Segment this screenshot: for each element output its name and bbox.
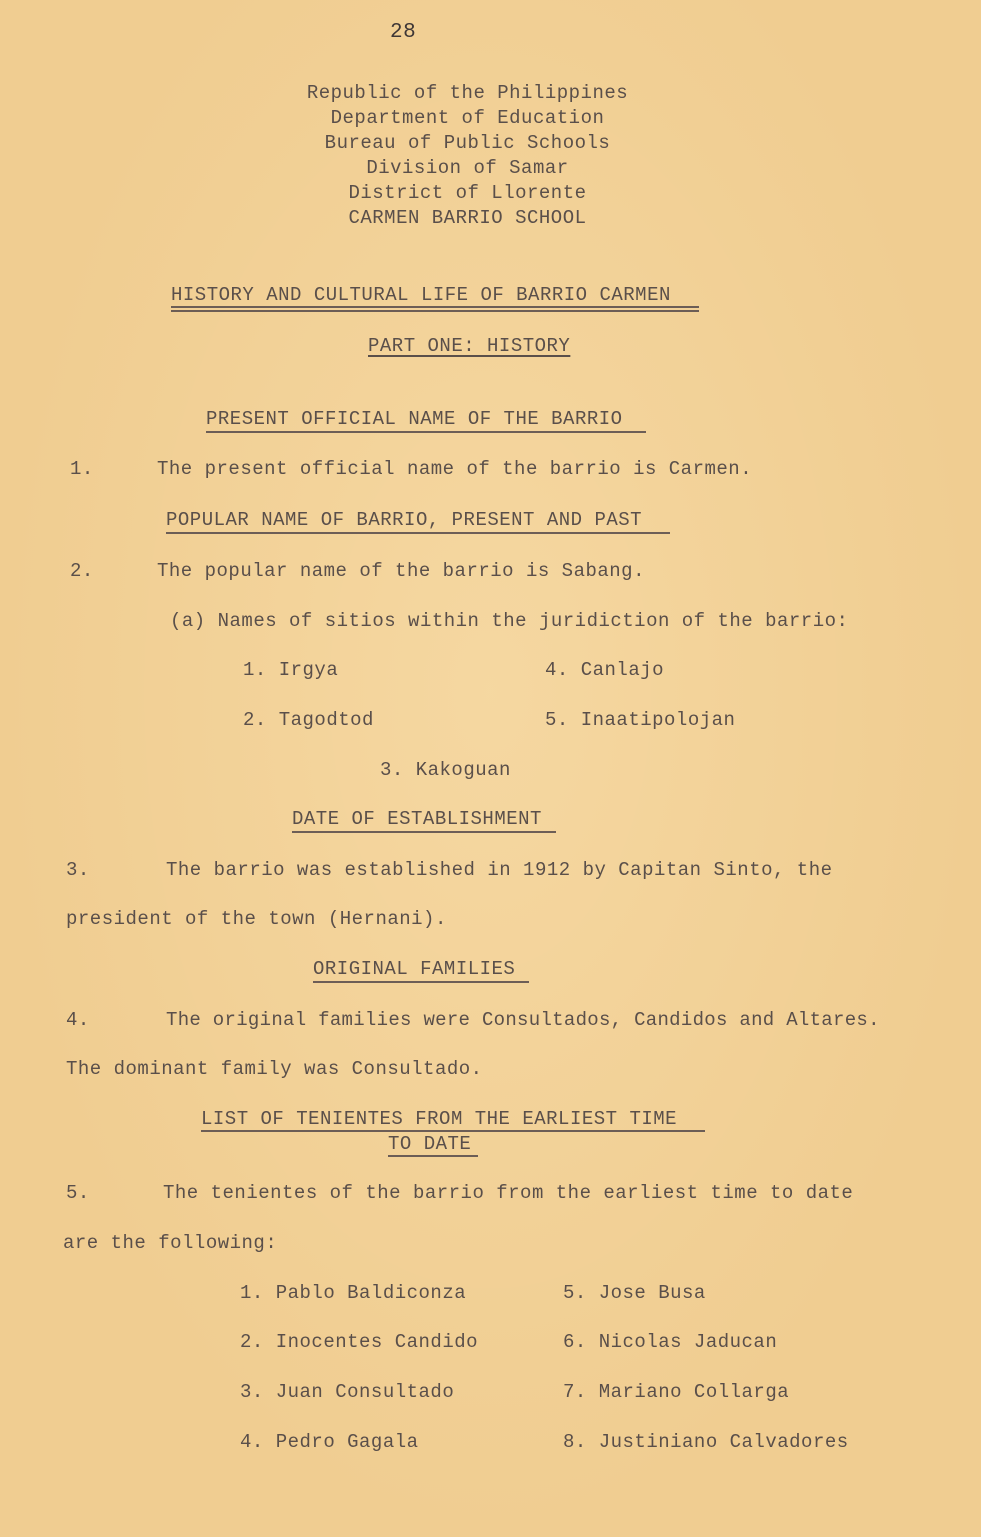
sitio-item: 2. Tagodtod xyxy=(243,709,374,731)
sitio-item: 1. Irgya xyxy=(243,659,339,681)
header-school: CARMEN BARRIO SCHOOL xyxy=(348,207,587,229)
teniente-item: 5. Jose Busa xyxy=(563,1282,706,1304)
header-bureau: Bureau of Public Schools xyxy=(324,132,611,154)
heading-tenientes: LIST OF TENIENTES FROM THE EARLIEST TIME xyxy=(201,1108,678,1130)
sitio-item: 4. Canlajo xyxy=(545,659,665,681)
teniente-item: 3. Juan Consultado xyxy=(240,1381,455,1403)
popular-name-text: The popular name of the barrio is Sabang. xyxy=(157,560,645,582)
header-district: District of Llorente xyxy=(348,182,587,204)
sitios-intro: (a) Names of sitios within the juridiction of the barrio: xyxy=(170,610,849,632)
teniente-item: 4. Pedro Gagala xyxy=(240,1431,419,1453)
teniente-item: 7. Mariano Collarga xyxy=(563,1381,790,1403)
heading-tenientes-underline xyxy=(201,1130,705,1132)
establishment-text-2: president of the town (Hernani). xyxy=(66,908,447,930)
page-number: 28 xyxy=(390,21,417,44)
tenientes-text-1: The tenientes of the barrio from the earliest time to date xyxy=(163,1182,854,1204)
header-division: Division of Samar xyxy=(366,157,569,179)
teniente-item: 6. Nicolas Jaducan xyxy=(563,1331,778,1353)
item-number-3: 3. xyxy=(66,859,90,881)
part-heading: PART ONE: HISTORY xyxy=(368,335,571,357)
item-number-4: 4. xyxy=(66,1009,90,1031)
heading-tenientes-line2-underline xyxy=(388,1155,478,1157)
sitio-item: 3. Kakoguan xyxy=(380,759,511,781)
header-department: Department of Education xyxy=(330,107,605,129)
heading-official-name: PRESENT OFFICIAL NAME OF THE BARRIO xyxy=(206,408,623,430)
teniente-item: 2. Inocentes Candido xyxy=(240,1331,479,1353)
families-text-1: The original families were Consultados, Candidos and Altares. xyxy=(166,1009,880,1031)
tenientes-text-2: are the following: xyxy=(63,1232,278,1254)
heading-original-families-underline xyxy=(313,981,529,983)
heading-establishment-underline xyxy=(292,831,556,833)
teniente-item: 1. Pablo Baldiconza xyxy=(240,1282,467,1304)
sitio-item: 5. Inaatipolojan xyxy=(545,709,736,731)
item-number-1: 1. xyxy=(70,458,94,480)
teniente-item: 8. Justiniano Calvadores xyxy=(563,1431,849,1453)
title-underline xyxy=(171,306,699,308)
heading-popular-name-underline xyxy=(166,532,670,534)
official-name-text: The present official name of the barrio is Carmen. xyxy=(157,458,753,480)
heading-original-families: ORIGINAL FAMILIES xyxy=(313,958,516,980)
families-text-2: The dominant family was Consultado. xyxy=(66,1058,483,1080)
item-number-5: 5. xyxy=(66,1182,90,1204)
header-republic: Republic of the Philippines xyxy=(306,82,629,104)
heading-establishment: DATE OF ESTABLISHMENT xyxy=(292,808,542,830)
title-underline-2 xyxy=(171,310,699,312)
document-title: HISTORY AND CULTURAL LIFE OF BARRIO CARMEN xyxy=(171,284,671,306)
item-number-2: 2. xyxy=(70,560,94,582)
heading-official-name-underline xyxy=(206,431,646,433)
heading-tenientes-line2: TO DATE xyxy=(388,1133,472,1155)
heading-popular-name: POPULAR NAME OF BARRIO, PRESENT AND PAST xyxy=(166,509,643,531)
establishment-text-1: The barrio was established in 1912 by Capitan Sinto, the xyxy=(166,859,833,881)
